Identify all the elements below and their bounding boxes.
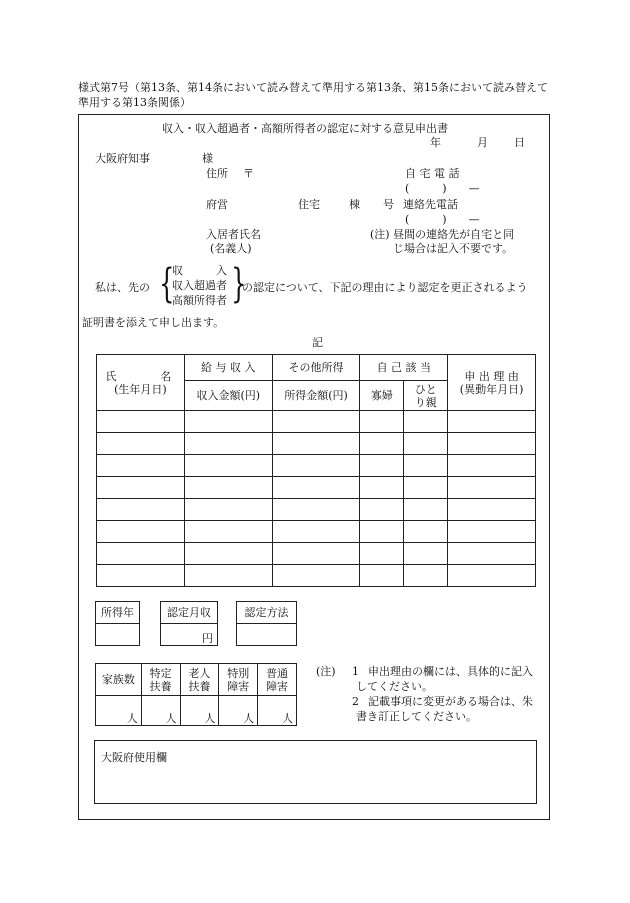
certified-monthly-box (160, 601, 218, 646)
salary-cell[interactable] (184, 499, 272, 521)
statement-line2: 証明書を添えて申し出ます。 (82, 316, 225, 329)
salary-cell[interactable] (184, 543, 272, 565)
note-2-text: 記載事項に変更がある場合は、朱 (368, 695, 533, 708)
contact-phone-format: ( ) — (405, 213, 480, 226)
contact-phone-label: 連絡先電話 (403, 198, 458, 211)
contact-note-line2: じ場合は記入不要です。 (393, 242, 514, 255)
home-phone-label: 自 宅 電 話 (405, 167, 460, 180)
income-year-field[interactable] (96, 624, 140, 646)
name-cell[interactable] (97, 543, 185, 565)
name-cell[interactable] (97, 433, 185, 455)
income-year-box (95, 601, 140, 646)
office-use-box (94, 740, 537, 804)
yen-unit: 円 (202, 632, 213, 645)
statement-prefix: 私は、先の (95, 281, 150, 294)
contact-note-line1: (注) 昼間の連絡先が自宅と同 (370, 228, 515, 241)
reason-cell[interactable] (448, 455, 536, 477)
name-cell[interactable] (97, 499, 185, 521)
name-cell[interactable] (97, 411, 185, 433)
other-income-cell[interactable] (272, 411, 360, 433)
prefecture-label: 府営 (206, 198, 228, 211)
cert-method-label: 認定方法 (237, 602, 297, 624)
note-1-text-cont: してください。 (356, 680, 433, 693)
addressee-name: 大阪府知事 (95, 152, 150, 165)
family-count-value[interactable] (96, 696, 142, 726)
date-day: 日 (514, 136, 525, 149)
header-single-parent: ひと り親 (404, 381, 448, 411)
person-unit: 人 (165, 712, 177, 725)
salary-cell[interactable] (184, 411, 272, 433)
reason-cell[interactable] (448, 565, 536, 587)
single-parent-cell[interactable] (404, 565, 448, 587)
addressee-honorific: 様 (202, 152, 213, 165)
table-row (97, 411, 536, 433)
other-income-cell[interactable] (272, 477, 360, 499)
reason-cell[interactable] (448, 499, 536, 521)
other-income-cell[interactable] (272, 521, 360, 543)
header-other-amount: 所得金額(円) (272, 381, 360, 411)
option-high-income: 高額所得者 (172, 294, 227, 307)
ordinary-disability-value[interactable] (258, 696, 297, 726)
widow-cell[interactable] (360, 565, 404, 587)
header-other-income: その他所得 (272, 355, 360, 381)
salary-cell[interactable] (184, 521, 272, 543)
income-year-label: 所得年 (96, 602, 140, 624)
header-self-applicable: 自 己 該 当 (360, 355, 448, 381)
single-parent-cell[interactable] (404, 499, 448, 521)
single-parent-cell[interactable] (404, 411, 448, 433)
salary-cell[interactable] (184, 455, 272, 477)
single-parent-cell[interactable] (404, 543, 448, 565)
person-unit: 人 (126, 712, 138, 725)
specific-dependents-value[interactable] (141, 696, 180, 726)
single-parent-cell[interactable] (404, 455, 448, 477)
elderly-dependents-header: 老人 扶養 (180, 664, 219, 696)
widow-cell[interactable] (360, 521, 404, 543)
salary-cell[interactable] (184, 565, 272, 587)
header-widow: 寡婦 (360, 381, 404, 411)
nominal-label: (名義人) (210, 242, 252, 255)
form-number-note: 様式第7号（第13条、第14条において読み替えて準用する第13条、第15条において読み替えて準用する第13条関係） (78, 81, 548, 109)
office-use-label: 大阪府使用欄 (101, 751, 167, 764)
header-reason: 申 出 理 由 (異動年月日) (448, 355, 536, 411)
widow-cell[interactable] (360, 477, 404, 499)
specific-dependents-header: 特定 扶養 (141, 664, 180, 696)
other-income-cell[interactable] (272, 433, 360, 455)
family-table (95, 663, 297, 726)
table-row (97, 455, 536, 477)
reason-cell[interactable] (448, 543, 536, 565)
other-income-cell[interactable] (272, 499, 360, 521)
name-cell[interactable] (97, 521, 185, 543)
other-income-cell[interactable] (272, 543, 360, 565)
postal-mark: 〒 (243, 167, 254, 180)
widow-cell[interactable] (360, 499, 404, 521)
certified-monthly-field[interactable] (161, 624, 218, 646)
cert-method-box (236, 601, 297, 646)
date-year: 年 (430, 136, 441, 149)
special-disability-value[interactable] (219, 696, 258, 726)
single-parent-cell[interactable] (404, 521, 448, 543)
table-row (97, 565, 536, 587)
option-income: 収 入 (172, 264, 227, 277)
room-label: 号 (383, 198, 394, 211)
name-cell[interactable] (97, 477, 185, 499)
brace-left: { (159, 261, 175, 307)
address-label: 住所 (206, 167, 228, 180)
widow-cell[interactable] (360, 455, 404, 477)
date-month: 月 (477, 136, 488, 149)
table-row (97, 521, 536, 543)
note-1-text: 申出理由の欄には、具体的に記入 (368, 665, 533, 678)
reason-cell[interactable] (448, 477, 536, 499)
single-parent-cell[interactable] (404, 477, 448, 499)
resident-name-label: 入居者氏名 (206, 228, 261, 241)
form-title: 収入・収入超過者・高額所得者の認定に対する意見申出書 (162, 122, 448, 135)
name-cell[interactable] (97, 565, 185, 587)
brace-right: } (231, 261, 247, 307)
certified-monthly-label: 認定月収 (161, 602, 218, 624)
reason-cell[interactable] (448, 433, 536, 455)
option-excess-income: 収入超過者 (172, 279, 227, 292)
table-row (97, 477, 536, 499)
building-label: 棟 (349, 198, 360, 211)
header-name: 氏 名 (生年月日) (97, 355, 185, 411)
table-row (97, 543, 536, 565)
person-unit: 人 (243, 712, 255, 725)
note-2-number: 2 (352, 695, 359, 708)
reason-cell[interactable] (448, 521, 536, 543)
reason-cell[interactable] (448, 411, 536, 433)
widow-cell[interactable] (360, 433, 404, 455)
housing-label: 住宅 (298, 198, 320, 211)
cert-method-field[interactable] (237, 624, 297, 646)
elderly-dependents-value[interactable] (180, 696, 219, 726)
widow-cell[interactable] (360, 543, 404, 565)
name-cell[interactable] (97, 455, 185, 477)
household-income-table (96, 354, 536, 587)
single-parent-cell[interactable] (404, 433, 448, 455)
note-2-text-cont: 書き訂正してください。 (356, 710, 477, 723)
widow-cell[interactable] (360, 411, 404, 433)
special-disability-header: 特別 障害 (219, 664, 258, 696)
header-salary-amount: 収入金額(円) (184, 381, 272, 411)
person-unit: 人 (204, 712, 216, 725)
statement-suffix: の認定について、下記の理由により認定を更正されるよう (242, 281, 528, 294)
salary-cell[interactable] (184, 433, 272, 455)
other-income-cell[interactable] (272, 565, 360, 587)
table-row (97, 499, 536, 521)
notes-label: (注) (316, 665, 336, 678)
header-salary: 給 与 収 入 (184, 355, 272, 381)
person-unit: 人 (282, 712, 293, 725)
salary-cell[interactable] (184, 477, 272, 499)
ki-mark: 記 (312, 336, 323, 349)
table-row (97, 433, 536, 455)
family-count-header: 家族数 (96, 664, 142, 696)
ordinary-disability-header: 普通 障害 (258, 664, 297, 696)
other-income-cell[interactable] (272, 455, 360, 477)
note-1-number: 1 (352, 665, 359, 678)
home-phone-format: ( ) — (405, 182, 480, 195)
